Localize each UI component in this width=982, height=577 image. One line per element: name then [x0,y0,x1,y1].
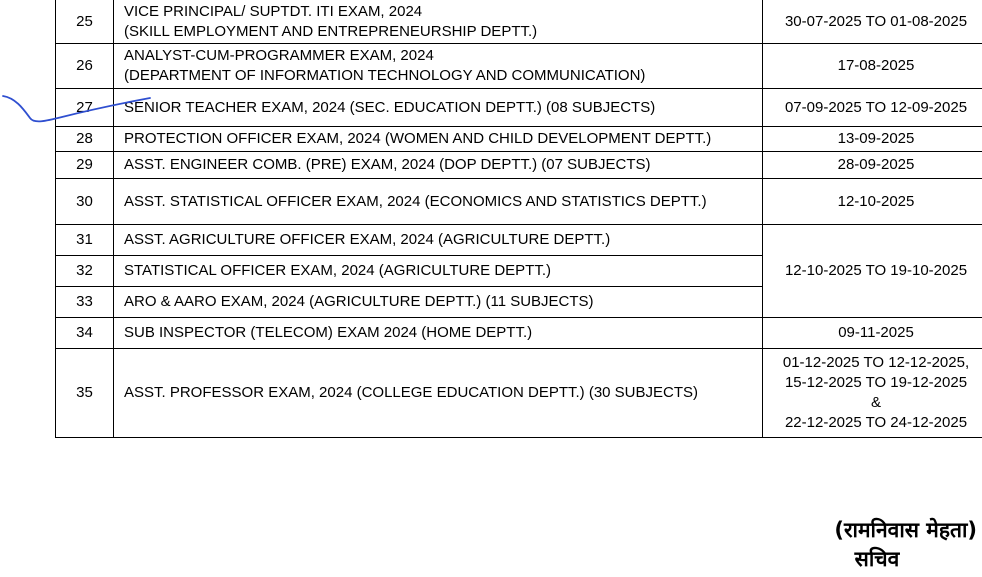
exam-date-line: 09-11-2025 [838,324,914,341]
exam-date-cell [763,318,982,349]
table-row [56,349,982,438]
table-row [56,127,982,152]
signatory-designation: सचिव [854,547,900,571]
exam-schedule-table [55,0,982,438]
exam-name-line: STATISTICAL OFFICER EXAM, 2024 (AGRICULTURE DEPTT.) [124,262,552,279]
exam-date-cell [763,225,982,318]
exam-date-cell [763,0,982,44]
exam-name-line: SENIOR TEACHER EXAM, 2024 (SEC. EDUCATION DEPTT.) (08 SUBJECTS) [124,98,656,116]
exam-date-cell [763,349,982,438]
exam-date-line: 22-12-2025 TO 24-12-2025 [784,414,968,431]
exam-date-line: 13-09-2025 [837,130,915,147]
exam-date-line: 17-08-2025 [837,57,915,74]
exam-name-cell [114,152,763,179]
exam-name-cell [114,179,763,225]
serial-number-cell: 25 [56,0,114,44]
signature-block [777,516,977,574]
exam-name-cell [114,287,763,318]
serial-number-cell: 35 [56,349,114,438]
signatory-name: (रामनिवास मेहता) [834,518,977,542]
exam-name-cell [114,318,763,349]
table-row [56,89,982,127]
serial-number-cell: 34 [56,318,114,349]
exam-name-cell [114,256,763,287]
exam-date-line: 28-09-2025 [837,156,915,173]
exam-date-line: 12-10-2025 TO 19-10-2025 [784,262,968,279]
exam-date-cell [763,179,982,225]
exam-name-line: ANALYST-CUM-PROGRAMMER EXAM, 2024 [124,47,434,64]
exam-date-line: 01-12-2025 TO 12-12-2025, [782,354,970,371]
exam-date-cell [763,89,982,127]
exam-name-line: SUB INSPECTOR (TELECOM) EXAM 2024 (HOME DEPTT.) [124,324,533,341]
exam-date-line: 30-07-2025 TO 01-08-2025 [784,12,968,30]
serial-number-cell: 28 [56,127,114,152]
table-row [56,152,982,179]
exam-date-cell [763,127,982,152]
exam-name-line: VICE PRINCIPAL/ SUPTDT. ITI EXAM, 2024 [124,2,423,20]
exam-name-line: ASST. AGRICULTURE OFFICER EXAM, 2024 (AGRICULTURE DEPTT.) [124,231,611,248]
table-row [56,44,982,89]
exam-date-cell [763,44,982,89]
serial-number-cell: 30 [56,179,114,225]
exam-date-cell [763,152,982,179]
table-row [56,318,982,349]
exam-name-line: ASST. STATISTICAL OFFICER EXAM, 2024 (ECONOMICS AND STATISTICS DEPTT.) [124,192,707,210]
exam-name-cell [114,44,763,89]
table-row [56,225,982,256]
serial-number-cell: 29 [56,152,114,179]
exam-date-line: 07-09-2025 TO 12-09-2025 [784,98,968,116]
exam-name-cell [114,349,763,438]
serial-number-cell: 31 [56,225,114,256]
table-row [56,179,982,225]
exam-name-line: PROTECTION OFFICER EXAM, 2024 (WOMEN AND CHILD DEVELOPMENT DEPTT.) [124,130,712,147]
exam-name-cell [114,225,763,256]
serial-number-cell: 32 [56,256,114,287]
exam-name-cell [114,127,763,152]
exam-name-cell [114,0,763,44]
serial-number-cell: 27 [56,89,114,127]
serial-number-cell: 33 [56,287,114,318]
exam-name-line: ASST. PROFESSOR EXAM, 2024 (COLLEGE EDUCATION DEPTT.) (30 SUBJECTS) [124,384,699,401]
exam-name-line: ASST. ENGINEER COMB. (PRE) EXAM, 2024 (DOP DEPTT.) (07 SUBJECTS) [124,156,651,173]
exam-name-cell [114,89,763,127]
exam-name-line: (SKILL EMPLOYMENT AND ENTREPRENEURSHIP DEPTT.) [124,22,538,40]
exam-date-line: 15-12-2025 TO 19-12-2025 [784,374,968,391]
table-row [56,0,982,44]
exam-name-line: ARO & AARO EXAM, 2024 (AGRICULTURE DEPTT.) (11 SUBJECTS) [124,293,594,310]
exam-date-line: & [870,394,881,411]
exam-date-line: 12-10-2025 [837,192,915,210]
exam-name-line: (DEPARTMENT OF INFORMATION TECHNOLOGY AND COMMUNICATION) [124,67,646,84]
serial-number-cell: 26 [56,44,114,89]
